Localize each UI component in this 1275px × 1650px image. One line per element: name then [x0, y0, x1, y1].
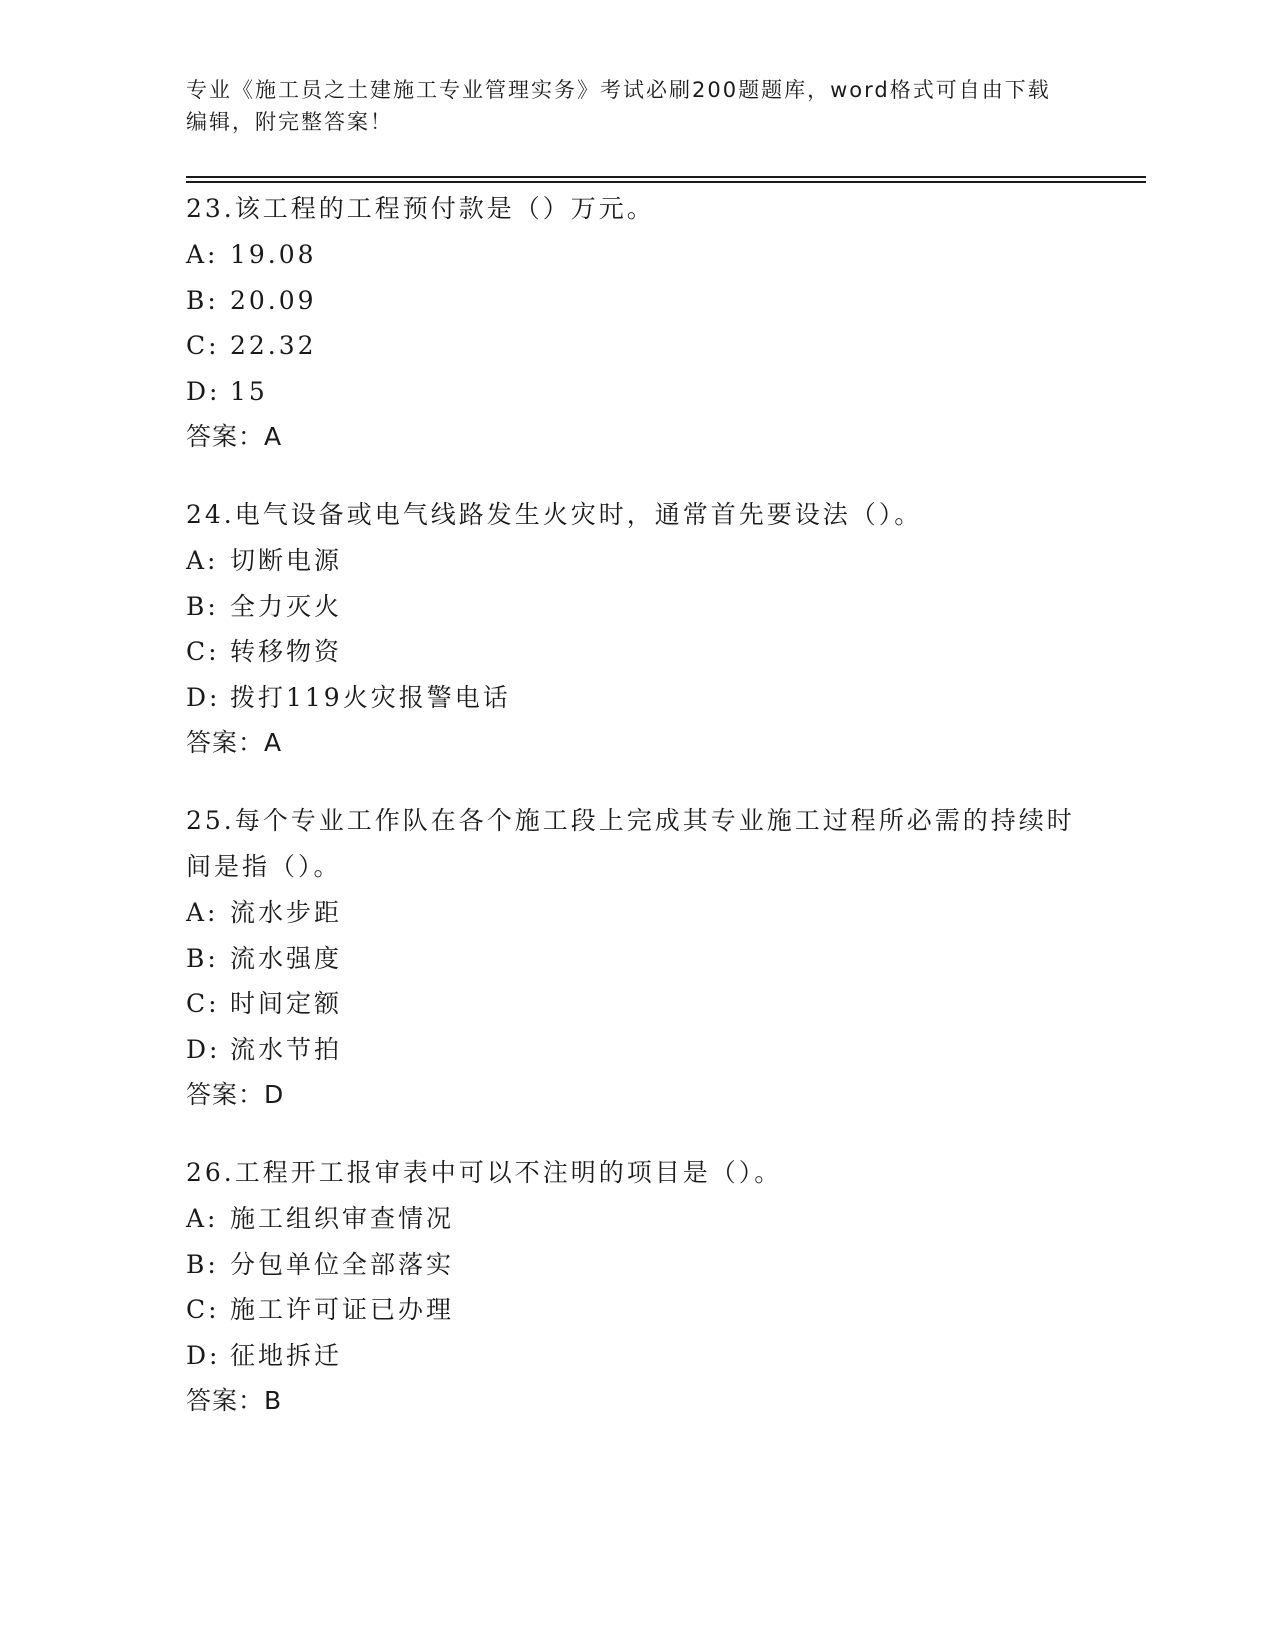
option-text: 征地拆迁	[230, 1340, 343, 1370]
question-25	[186, 798, 1086, 1118]
header-divider-bottom	[186, 181, 1146, 183]
option-text: 流水步距	[230, 898, 343, 927]
option-text: 15	[230, 376, 268, 406]
option-c	[186, 629, 1086, 675]
header-divider-top	[186, 176, 1146, 178]
option-b	[186, 936, 1086, 982]
option-key: A:	[186, 546, 219, 575]
option-d	[186, 369, 1086, 415]
option-text: 施工许可证已办理	[230, 1295, 455, 1324]
option-key: A:	[186, 240, 219, 269]
option-key: B:	[186, 1249, 219, 1279]
option-key: C:	[186, 1295, 220, 1324]
option-text: 全力灭火	[230, 591, 343, 621]
option-key: B:	[186, 943, 219, 973]
option-d	[186, 675, 1086, 721]
option-text: 22.32	[230, 331, 317, 360]
option-text: 时间定额	[230, 989, 343, 1018]
question-23	[186, 186, 1086, 460]
option-key: A:	[186, 1204, 219, 1233]
option-key: D:	[186, 1340, 221, 1370]
option-key: C:	[186, 637, 220, 666]
question-stem: 24.电气设备或电气线路发生火灾时，通常首先要设法（）。	[186, 500, 923, 529]
option-key: D:	[186, 682, 221, 712]
option-c	[186, 981, 1086, 1027]
question-24	[186, 492, 1086, 766]
option-key: D:	[186, 376, 221, 406]
option-text: 分包单位全部落实	[230, 1249, 455, 1279]
option-a	[186, 538, 1086, 584]
question-stem: 26.工程开工报审表中可以不注明的项目是（）。	[186, 1158, 783, 1187]
option-text: 流水节拍	[230, 1034, 343, 1064]
option-a	[186, 890, 1086, 936]
option-c	[186, 1287, 1086, 1333]
option-text: 19.08	[230, 240, 317, 269]
option-key: B:	[186, 285, 219, 315]
document-header: 专业《施工员之土建施工专业管理实务》考试必刷200题题库，word格式可自由下载编辑，附完整答案！	[186, 78, 1051, 134]
option-key: C:	[186, 989, 220, 1018]
option-text: 流水强度	[230, 943, 343, 973]
answer-line: 答案：B	[186, 1386, 283, 1415]
answer-line: 答案：D	[186, 1080, 285, 1109]
option-b	[186, 278, 1086, 324]
question-stem: 25.每个专业工作队在各个施工段上完成其专业施工过程所必需的持续时间是指（）。	[186, 806, 1075, 881]
question-stem: 23.该工程的工程预付款是（）万元。	[186, 194, 655, 223]
option-c	[186, 323, 1086, 369]
option-b	[186, 584, 1086, 630]
option-text: 施工组织审查情况	[230, 1204, 455, 1233]
question-26	[186, 1150, 1086, 1424]
option-d	[186, 1027, 1086, 1073]
option-text: 转移物资	[230, 637, 343, 666]
answer-line: 答案：A	[186, 422, 283, 451]
option-text: 20.09	[230, 285, 317, 315]
question-list	[186, 186, 1086, 1456]
option-d	[186, 1333, 1086, 1379]
option-key: D:	[186, 1034, 221, 1064]
option-text: 切断电源	[230, 546, 343, 575]
answer-line: 答案：A	[186, 728, 283, 757]
option-key: A:	[186, 898, 219, 927]
option-key: C:	[186, 331, 220, 360]
option-a	[186, 232, 1086, 278]
option-key: B:	[186, 591, 219, 621]
option-a	[186, 1196, 1086, 1242]
option-b	[186, 1242, 1086, 1288]
option-text: 拨打119火灾报警电话	[230, 682, 511, 712]
